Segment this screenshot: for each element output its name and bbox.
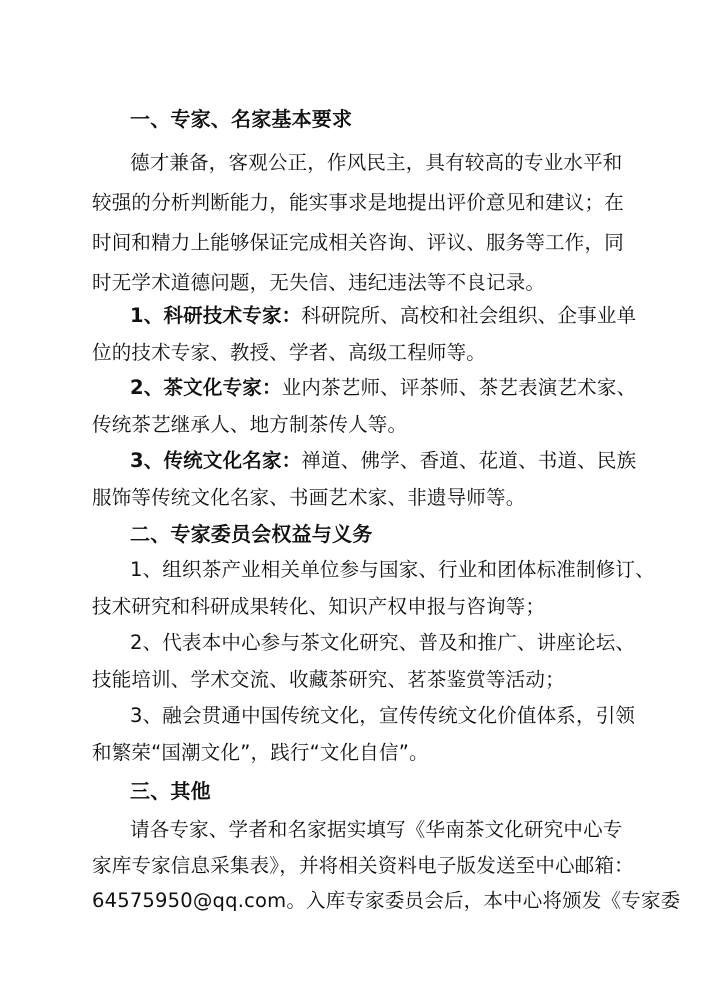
- list-item-line: 1、组织茶产业相关单位参与国家、行业和团体标准制修订、: [130, 558, 655, 581]
- list-item-line: 2、代表本中心参与茶文化研究、普及和推广、讲座论坛、: [130, 631, 636, 654]
- section-heading-requirements: 一、专家、名家基本要求: [130, 107, 353, 131]
- list-item-line: 位的技术专家、教授、学者、高级工程师等。: [92, 341, 487, 364]
- section-heading-other: 三、其他: [130, 779, 211, 803]
- item-text: 业内茶艺师、评茶师、茶艺表演艺术家、: [281, 376, 637, 399]
- list-item-culture-masters: [130, 448, 636, 474]
- paragraph-line: 较强的分析判断能力，能实事求是地提出评价意见和建议；在: [92, 191, 624, 214]
- list-item-line: 传统茶艺继承人、地方制茶传人等。: [92, 413, 408, 436]
- item-text: 科研院所、高校和社会组织、企事业单: [301, 304, 637, 327]
- item-label: 1、科研技术专家：: [130, 304, 302, 327]
- list-item-tech-experts: [130, 303, 636, 329]
- list-item-line: 和繁荣“国潮文化”，践行“文化自信”。: [92, 741, 429, 764]
- paragraph-line: 德才兼备，客观公正，作风民主，具有较高的专业水平和: [130, 151, 623, 174]
- list-item-tea-experts: [130, 375, 636, 401]
- paragraph-line: 时间和精力上能够保证完成相关咨询、评议、服务等工作，同: [92, 231, 624, 254]
- paragraph-line: 64575950@qq.com。入库专家委员会后，本中心将颁发《专家委: [92, 889, 681, 912]
- list-item-line: 技能培训、学术交流、收藏茶研究、茗茶鉴赏等活动；: [92, 668, 565, 691]
- list-item-line: 服饰等传统文化名家、书画艺术家、非遗导师等。: [92, 486, 526, 509]
- item-label: 2、茶文化专家：: [130, 376, 282, 399]
- paragraph-line: 家库专家信息采集表》，并将相关资料电子版发送至中心邮箱：: [92, 854, 634, 877]
- item-text: 禅道、佛学、香道、花道、书道、民族: [301, 449, 637, 472]
- list-item-line: 3、融会贯通中国传统文化，宣传传统文化价值体系，引领: [130, 704, 636, 727]
- list-item-line: 技术研究和科研成果转化、知识产权申报与咨询等；: [92, 595, 546, 618]
- paragraph-line: 时无学术道德问题，无失信、违纪违法等不良记录。: [92, 271, 546, 294]
- item-label: 3、传统文化名家：: [130, 449, 302, 472]
- paragraph-line: 请各专家、学者和名家据实填写《华南茶文化研究中心专: [130, 818, 623, 841]
- section-heading-rights: 二、专家委员会权益与义务: [130, 522, 373, 546]
